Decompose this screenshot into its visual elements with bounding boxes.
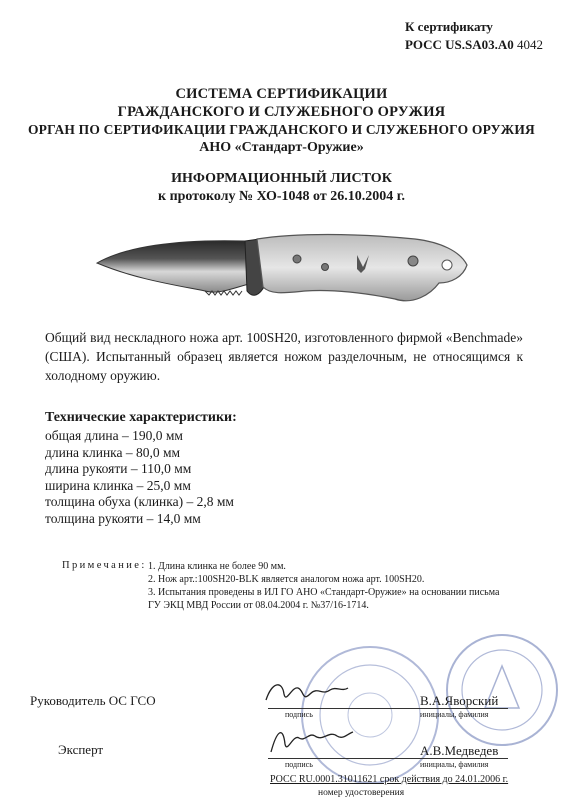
system-title-line1: СИСТЕМА СЕРТИФИКАЦИИ xyxy=(175,86,388,102)
certificate-reference xyxy=(405,18,543,54)
specs-title: Технические характеристики: xyxy=(45,410,237,425)
spec-item: длина клинка – 80,0 мм xyxy=(45,444,181,460)
system-title-line2: ГРАЖДАНСКОГО И СЛУЖЕБНОГО ОРУЖИЯ xyxy=(117,104,446,120)
head-name: В.А.Яворский xyxy=(420,693,499,708)
expert-role: Эксперт xyxy=(58,742,104,757)
certificate-ref-line2 xyxy=(405,36,543,54)
head-signature-caption: подпись xyxy=(285,710,313,719)
head-role: Руководитель ОС ГСО xyxy=(30,693,156,708)
note-item: 3. Испытания проведены в ИЛ ГО АНО «Стандарт-Оружие» на основании письма xyxy=(148,587,500,598)
note-item: 1. Длина клинка не более 90 мм. xyxy=(148,561,286,572)
expert-name: А.В.Медведев xyxy=(420,743,499,758)
protocol-reference: к протоколу № ХО-1048 от 26.10.2004 г. xyxy=(158,189,405,204)
spec-item: длина рукояти – 110,0 мм xyxy=(45,461,192,476)
specs-list xyxy=(45,428,234,527)
spec-item: толщина рукояти – 14,0 мм xyxy=(45,510,201,526)
note-item: 2. Нож арт.:100SH20-BLK является аналогом ножа арт. 100SH20. xyxy=(148,574,425,585)
expert-signature-caption: подпись xyxy=(285,760,313,769)
description-paragraph: Общий вид нескладного ножа арт. 100SH20, изготовленного фирмой «Benchmade» (США). Испытанный образец является ножом разделочным, не относящимся к холодному оружию. xyxy=(45,330,523,383)
organization-name: АНО «Стандарт-Оружие» xyxy=(199,140,364,155)
expert-signature-icon xyxy=(265,722,355,758)
registration-caption: номер удостоверения xyxy=(318,788,405,798)
spec-item: ширина клинка – 25,0 мм xyxy=(45,477,191,493)
knife-image xyxy=(95,225,475,315)
organ-title: ОРГАН ПО СЕРТИФИКАЦИИ ГРАЖДАНСКОГО И СЛУЖЕБНОГО ОРУЖИЯ xyxy=(27,122,535,137)
certificate-ref-line1: К сертификату xyxy=(404,19,493,34)
spec-item: толщина обуха (клинка) – 2,8 мм xyxy=(45,494,234,509)
spec-item: общая длина – 190,0 мм xyxy=(45,428,183,443)
head-signature-icon xyxy=(262,676,352,708)
certificate-ref-prefix: РОСС US.SA03.A0 xyxy=(404,37,514,52)
document-title: ИНФОРМАЦИОННЫЙ ЛИСТОК xyxy=(171,171,392,186)
expert-name-caption: инициалы, фамилия xyxy=(420,760,489,769)
certificate-ref-number: 4042 xyxy=(517,37,543,52)
registration-number: РОСС RU.0001.31011621 срок действия до 24.01.2006 г. xyxy=(270,774,509,785)
seal-stamp-icon xyxy=(440,628,560,748)
notes-label: Примечание: xyxy=(62,560,147,571)
head-name-caption: инициалы, фамилия xyxy=(420,710,489,719)
note-item: ГУ ЭКЦ МВД России от 08.04.2004 г. №37/16-1714. xyxy=(148,600,369,611)
